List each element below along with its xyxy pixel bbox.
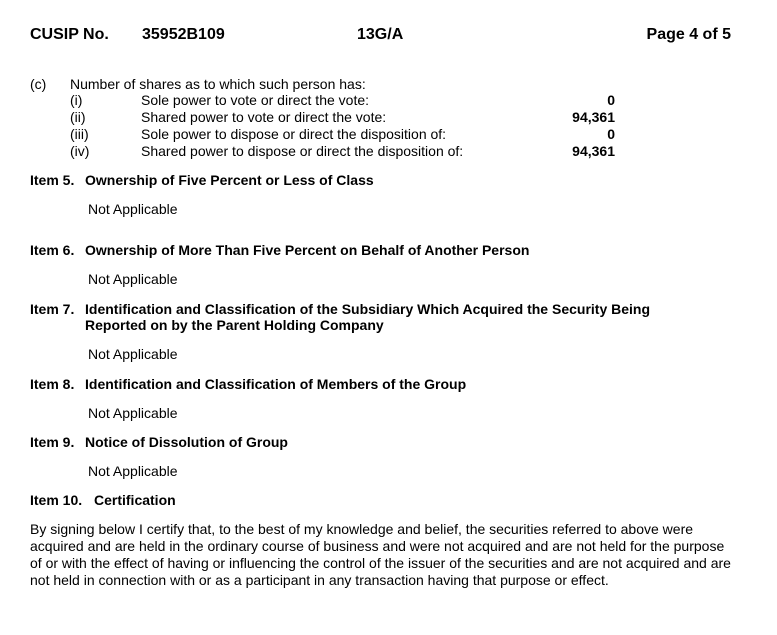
shares-row-num: (ii) xyxy=(70,109,86,125)
form-type: 13G/A xyxy=(357,26,404,43)
cusip-label: CUSIP No. xyxy=(30,26,109,43)
item-label: Item 8. xyxy=(30,376,75,392)
item-title: Ownership of Five Percent or Less of Class xyxy=(85,172,374,188)
shares-row xyxy=(70,109,615,126)
shares-row-num: (iv) xyxy=(70,143,90,159)
item-title: Identification and Classification of Members of the Group xyxy=(85,376,467,392)
item-8-body: Not Applicable xyxy=(88,405,178,421)
section-c-label: (c) xyxy=(30,76,47,92)
item-title: Notice of Dissolution of Group xyxy=(85,434,288,450)
shares-row-value: 94,361 xyxy=(572,143,615,159)
shares-row-desc: Sole power to vote or direct the vote: xyxy=(141,92,370,108)
item-label: Item 9. xyxy=(30,434,75,450)
item-5-body: Not Applicable xyxy=(88,201,178,217)
shares-row-num: (i) xyxy=(70,92,83,108)
shares-row-value: 0 xyxy=(607,92,615,108)
item-title: Certification xyxy=(94,492,176,508)
item-label: Item 10. xyxy=(30,492,83,508)
section-c-intro: Number of shares as to which such person has: xyxy=(70,76,366,92)
item-6-body: Not Applicable xyxy=(88,271,178,287)
cusip-number: 35952B109 xyxy=(142,26,225,43)
shares-row-desc: Shared power to dispose or direct the disposition of: xyxy=(141,143,464,159)
shares-row-desc: Shared power to vote or direct the vote: xyxy=(141,109,387,125)
certification-paragraph: By signing below I certify that, to the best of my knowledge and belief, the securities referred to above were acquired and are held in the ordinary course of business and were not acquired and are not held for the purpose of or with the effect of having or influencing the control of the issuer of the securities and are not acquired and are not held in connection with or as a participant in any transaction having that purpose or effect. xyxy=(30,521,731,588)
shares-row-value: 0 xyxy=(607,126,615,142)
item-label: Item 5. xyxy=(30,172,75,188)
item-title: Ownership of More Than Five Percent on Behalf of Another Person xyxy=(85,242,530,258)
shares-row-num: (iii) xyxy=(70,126,89,142)
shares-row-desc: Sole power to dispose or direct the disposition of: xyxy=(141,126,447,142)
shares-row xyxy=(70,92,615,109)
item-title: Identification and Classification of the Subsidiary Which Acquired the Security Being Reported on by the Parent Holding Company xyxy=(85,301,651,333)
item-7-body: Not Applicable xyxy=(88,346,178,362)
page-number: Page 4 of 5 xyxy=(646,26,731,43)
shares-row xyxy=(70,143,615,160)
shares-row-value: 94,361 xyxy=(572,109,615,125)
item-label: Item 7. xyxy=(30,301,75,317)
item-label: Item 6. xyxy=(30,242,75,258)
item-9-body: Not Applicable xyxy=(88,463,178,479)
shares-row xyxy=(70,126,615,143)
